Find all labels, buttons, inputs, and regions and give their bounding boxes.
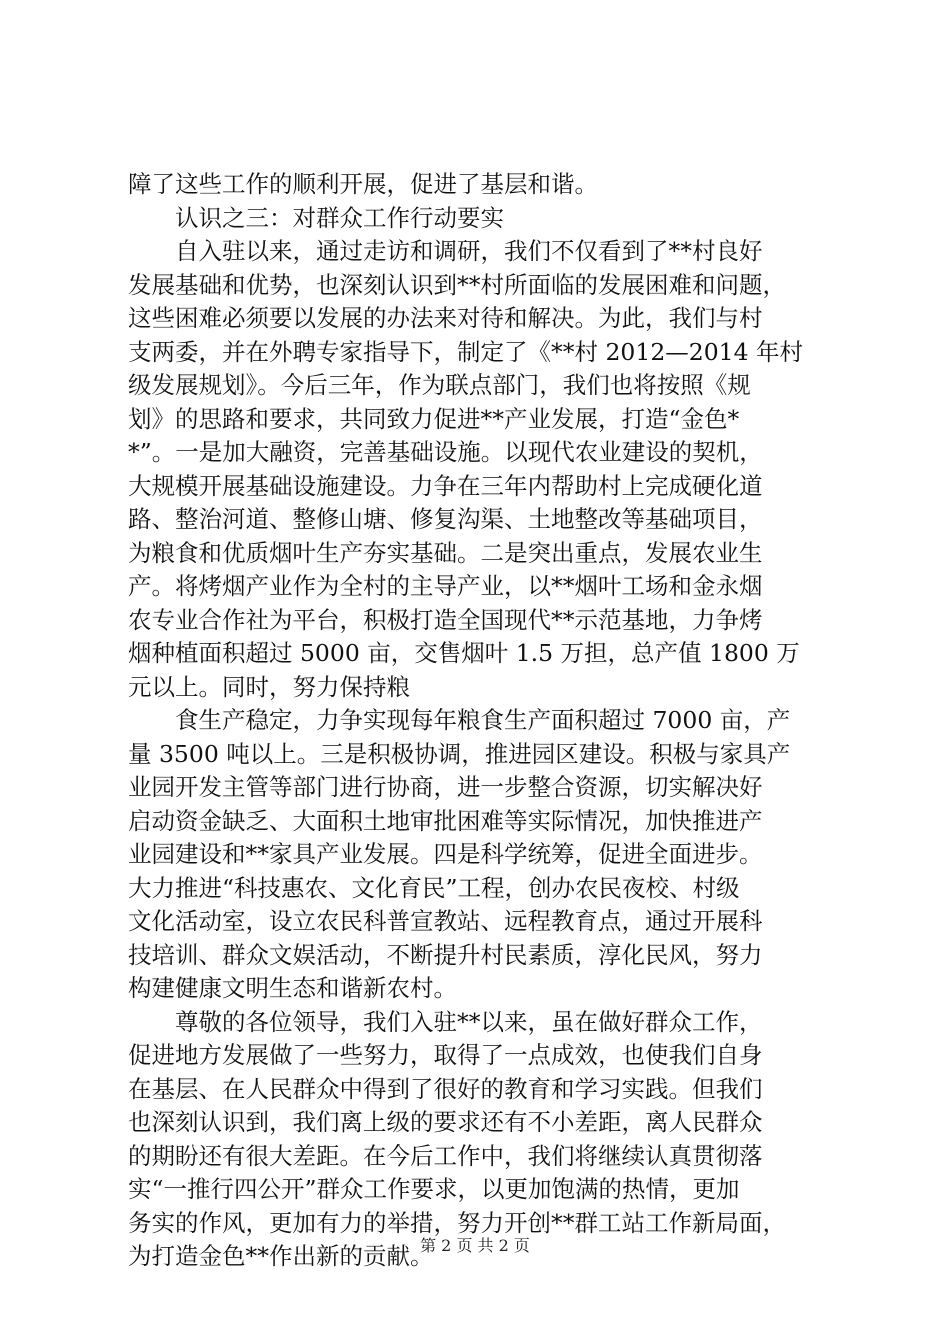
text-line: 业园建设和**家具产业发展。四是科学统筹，促进全面进步。 — [128, 840, 763, 868]
text-line: 农专业合作社为平台，积极打造全国现代**示范基地，力争烤 — [128, 605, 763, 634]
text-line: 技培训、群众文娱活动，不断提升村民素质，淳化民风，努力 — [128, 940, 763, 969]
document-body — [128, 168, 828, 1274]
text-line: 为打造金色**作出新的贡献。 — [128, 1242, 434, 1270]
text-line: 划》的思路和要求，共同致力促进**产业发展，打造“金色* — [128, 404, 740, 433]
text-line: 务实的作风，更加有力的举措，努力开创**群工站工作新局面， — [128, 1208, 786, 1237]
text-line: 自入驻以来，通过走访和调研，我们不仅看到了**村良好 — [175, 237, 763, 265]
page-number-label: 第 2 页 共 2 页 — [420, 1236, 530, 1255]
text-line: 业园开发主管等部门进行协商，进一步整合资源，切实解决好 — [128, 773, 763, 801]
text-line: 也深刻认识到，我们离上级的要求还有不小差距，离人民群众 — [128, 1108, 763, 1136]
text-line: 构建健康文明生态和谐新农村。 — [128, 974, 457, 1002]
page-footer — [0, 1236, 950, 1256]
text-line: *”。一是加大融资，完善基础设施。以现代农业建设的契机， — [128, 438, 763, 466]
text-line: 障了这些工作的顺利开展，促进了基层和谐。 — [128, 170, 598, 198]
text-line: 产。将烤烟产业作为全村的主导产业，以**烟叶工场和金永烟 — [128, 572, 763, 600]
text-line: 发展基础和优势，也深刻认识到**村所面临的发展困难和问题， — [128, 270, 786, 299]
text-line: 量 3500 吨以上。三是积极协调，推进园区建设。积极与家具产 — [128, 739, 791, 768]
text-line: 大规模开展基础设施建设。力争在三年内帮助村上完成硬化道 — [128, 471, 763, 500]
text-line: 支两委，并在外聘专家指导下，制定了《**村 2012—2014 年村 — [128, 337, 804, 366]
text-line: 烟种植面积超过 5000 亩，交售烟叶 1.5 万担，总产值 1800 万 — [128, 639, 800, 667]
text-line: 大力推进“科技惠农、文化育民”工程，创办农民夜校、村级 — [128, 873, 740, 902]
text-line: 为粮食和优质烟叶生产夯实基础。二是突出重点，发展农业生 — [128, 538, 763, 567]
text-line: 元以上。同时，努力保持粮 — [128, 672, 410, 701]
text-line: 级发展规划》。今后三年，作为联点部门，我们也将按照《规 — [128, 371, 751, 399]
text-line: 食生产稳定，力争实现每年粮食生产面积超过 7000 亩，产 — [175, 706, 791, 734]
text-line: 文化活动室，设立农民科普宣教站、远程教育点，通过开展科 — [128, 907, 763, 935]
section-heading: 认识之三：对群众工作行动要实 — [175, 203, 504, 232]
text-line: 在基层、在人民群众中得到了很好的教育和学习实践。但我们 — [128, 1074, 763, 1103]
text-line: 尊敬的各位领导，我们入驻**以来，虽在做好群众工作， — [175, 1007, 763, 1036]
text-line: 路、整治河道、整修山塘、修复沟渠、土地整改等基础项目， — [128, 505, 763, 533]
text-line: 促进地方发展做了一些努力，取得了一点成效，也使我们自身 — [128, 1041, 763, 1069]
text-line: 的期盼还有很大差距。在今后工作中，我们将继续认真贯彻落 — [128, 1141, 763, 1170]
text-line: 这些困难必须要以发展的办法来对待和解决。为此，我们与村 — [128, 304, 763, 332]
text-line: 实“一推行四公开”群众工作要求，以更加饱满的热情，更加 — [128, 1175, 740, 1203]
text-line: 启动资金缺乏、大面积土地审批困难等实际情况，加快推进产 — [128, 806, 763, 835]
